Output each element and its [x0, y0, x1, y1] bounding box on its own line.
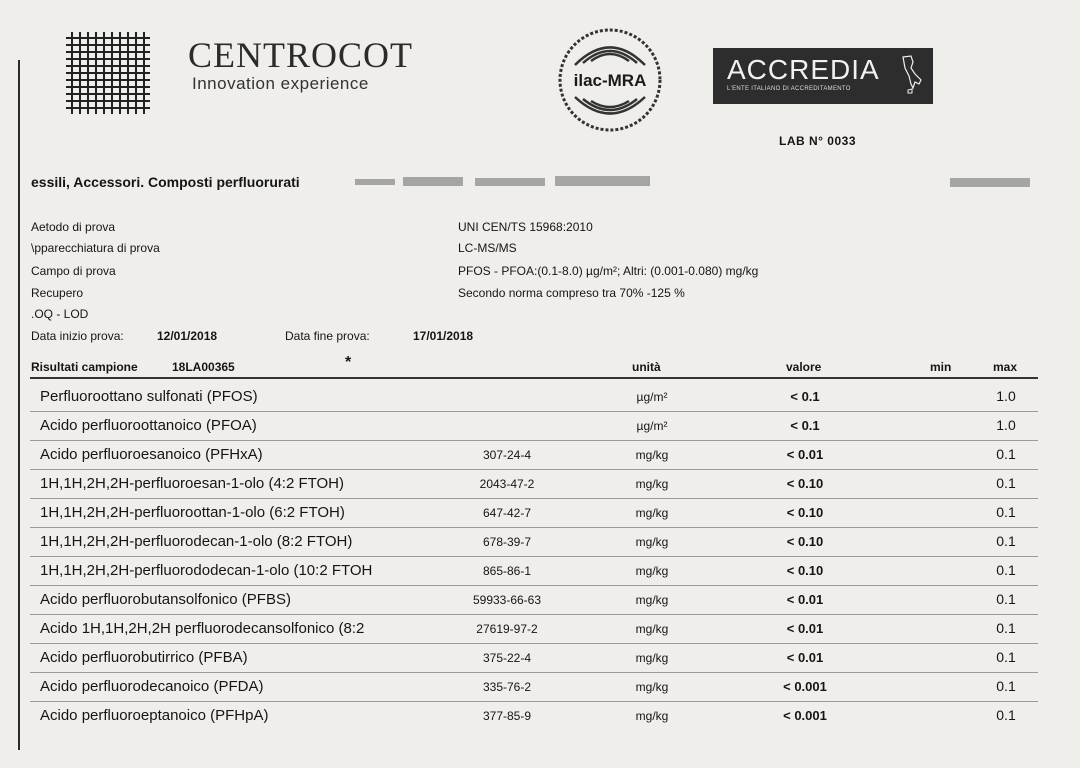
compound-name: 1H,1H,2H,2H-perfluorododecan-1-olo (10:2 FTOH — [40, 562, 373, 579]
unit-cell: mg/kg — [635, 477, 669, 491]
accredia-logo — [713, 48, 933, 104]
end-date-label: Data fine prova: — [285, 329, 370, 343]
recovery-value: Secondo norma compreso tra 70% -125 % — [458, 286, 685, 300]
cas-number: 27619-97-2 — [476, 622, 538, 636]
unit-cell: µg/m² — [636, 390, 668, 404]
row-divider — [30, 585, 1038, 586]
lab-number: LAB N° 0033 — [779, 134, 856, 148]
results-label: Risultati campione — [31, 360, 138, 374]
max-cell: 0.1 — [996, 620, 1016, 636]
unit-cell: mg/kg — [635, 651, 669, 665]
value-cell: < 0.001 — [783, 679, 827, 694]
min-column-header: min — [930, 360, 952, 374]
row-divider — [30, 411, 1038, 412]
compound-name: Perfluoroottano sulfonati (PFOS) — [40, 388, 258, 405]
cas-number: 865-86-1 — [482, 564, 532, 578]
unit-cell: mg/kg — [635, 680, 669, 694]
compound-name: Acido perfluoroottanoico (PFOA) — [40, 417, 257, 434]
compound-name: Acido perfluorobutansolfonico (PFBS) — [40, 591, 291, 608]
value-cell: < 0.1 — [790, 389, 820, 404]
unit-cell: mg/kg — [635, 535, 669, 549]
max-cell: 1.0 — [996, 388, 1016, 404]
compound-name: Acido perfluoroeptanoico (PFHpA) — [40, 707, 269, 724]
row-divider — [30, 701, 1038, 702]
compound-name: Acido perfluorodecanoico (PFDA) — [40, 678, 264, 695]
unit-column-header: unità — [632, 360, 661, 374]
table-row — [0, 442, 1080, 470]
cas-number: 2043-47-2 — [479, 477, 535, 491]
redacted-text — [355, 172, 655, 192]
sample-id: 18LA00365 — [172, 360, 235, 374]
centrocot-logo-mark — [62, 28, 154, 118]
table-row — [0, 413, 1080, 441]
ilac-mra-logo — [555, 25, 665, 135]
compound-name: 1H,1H,2H,2H-perfluoroesan-1-olo (4:2 FTOH) — [40, 475, 345, 492]
unit-cell: mg/kg — [635, 709, 669, 723]
row-divider — [30, 643, 1038, 644]
unit-cell: mg/kg — [635, 448, 669, 462]
equipment-label: \pparecchiatura di prova — [31, 241, 160, 255]
cas-number: 307-24-4 — [482, 448, 532, 462]
end-date-value: 17/01/2018 — [413, 329, 474, 343]
value-cell: < 0.01 — [786, 650, 824, 665]
value-cell: < 0.10 — [786, 476, 824, 491]
compound-name: Acido 1H,1H,2H,2H perfluorodecansolfonico (8:2 — [40, 620, 365, 637]
unit-cell: mg/kg — [635, 506, 669, 520]
method-value: UNI CEN/TS 15968:2010 — [458, 220, 593, 234]
accreditation-name: ACCREDIA — [727, 54, 880, 85]
max-cell: 0.1 — [996, 446, 1016, 462]
max-cell: 0.1 — [996, 678, 1016, 694]
unit-cell: mg/kg — [635, 622, 669, 636]
max-cell: 0.1 — [996, 562, 1016, 578]
range-value: PFOS - PFOA:(0.1-8.0) µg/m²; Altri: (0.001-0.080) mg/kg — [458, 264, 759, 278]
max-cell: 0.1 — [996, 504, 1016, 520]
compound-name: 1H,1H,2H,2H-perfluoroottan-1-olo (6:2 FTOH) — [40, 504, 345, 521]
value-cell: < 0.10 — [786, 534, 824, 549]
row-divider — [30, 469, 1038, 470]
value-cell: < 0.01 — [786, 621, 824, 636]
value-cell: < 0.10 — [786, 505, 824, 520]
cas-number: 647-42-7 — [482, 506, 532, 520]
value-column-header: valore — [786, 360, 822, 374]
cas-number: 678-39-7 — [482, 535, 532, 549]
row-divider — [30, 498, 1038, 499]
max-column-header: max — [993, 360, 1018, 374]
table-row — [0, 529, 1080, 557]
asterisk-marker: * — [345, 354, 352, 371]
redacted-text-right — [950, 172, 1035, 192]
value-cell: < 0.1 — [790, 418, 820, 433]
ilac-logo-text: ilac-MRA — [573, 71, 647, 90]
max-cell: 0.1 — [996, 707, 1016, 723]
unit-cell: mg/kg — [635, 564, 669, 578]
method-label: Aetodo di prova — [31, 220, 116, 234]
compound-name: Acido perfluoroesanoico (PFHxA) — [40, 446, 263, 463]
row-divider — [30, 556, 1038, 557]
start-date-label: Data inizio prova: — [31, 329, 124, 343]
value-cell: < 0.001 — [783, 708, 827, 723]
recovery-label: Recupero — [31, 286, 84, 300]
table-row — [0, 645, 1080, 673]
compound-name: Acido perfluorobutirrico (PFBA) — [40, 649, 248, 666]
start-date-value: 12/01/2018 — [157, 329, 218, 343]
range-label: Campo di prova — [31, 264, 116, 278]
row-divider — [30, 440, 1038, 441]
max-cell: 0.1 — [996, 591, 1016, 607]
unit-cell: mg/kg — [635, 593, 669, 607]
compound-name: 1H,1H,2H,2H-perfluorodecan-1-olo (8:2 FTOH) — [40, 533, 353, 550]
company-tagline: Innovation experience — [192, 74, 369, 93]
loq-lod-label: .OQ - LOD — [31, 307, 89, 321]
row-divider — [30, 614, 1038, 615]
unit-cell: µg/m² — [636, 419, 668, 433]
table-row — [0, 500, 1080, 528]
accreditation-subtitle: L'ENTE ITALIANO DI ACCREDITAMENTO — [727, 86, 851, 92]
table-row — [0, 674, 1080, 702]
table-row — [0, 587, 1080, 615]
table-row — [0, 384, 1080, 412]
row-divider — [30, 672, 1038, 673]
value-cell: < 0.10 — [786, 563, 824, 578]
table-row — [0, 703, 1080, 731]
table-row — [0, 558, 1080, 586]
value-cell: < 0.01 — [786, 592, 824, 607]
row-divider — [30, 527, 1038, 528]
cas-number: 377-85-9 — [482, 709, 532, 723]
max-cell: 1.0 — [996, 417, 1016, 433]
table-row — [0, 616, 1080, 644]
cas-number: 335-76-2 — [482, 680, 532, 694]
equipment-value: LC-MS/MS — [458, 241, 517, 255]
value-cell: < 0.01 — [786, 447, 824, 462]
italy-map-icon — [899, 54, 925, 96]
section-title: essili, Accessori. Composti perfluorurati — [31, 174, 300, 190]
cas-number: 59933-66-63 — [472, 593, 542, 607]
header-rule — [30, 377, 1038, 379]
company-name: CENTROCOT — [188, 35, 413, 75]
cas-number: 375-22-4 — [482, 651, 532, 665]
max-cell: 0.1 — [996, 649, 1016, 665]
table-row — [0, 471, 1080, 499]
max-cell: 0.1 — [996, 475, 1016, 491]
max-cell: 0.1 — [996, 533, 1016, 549]
